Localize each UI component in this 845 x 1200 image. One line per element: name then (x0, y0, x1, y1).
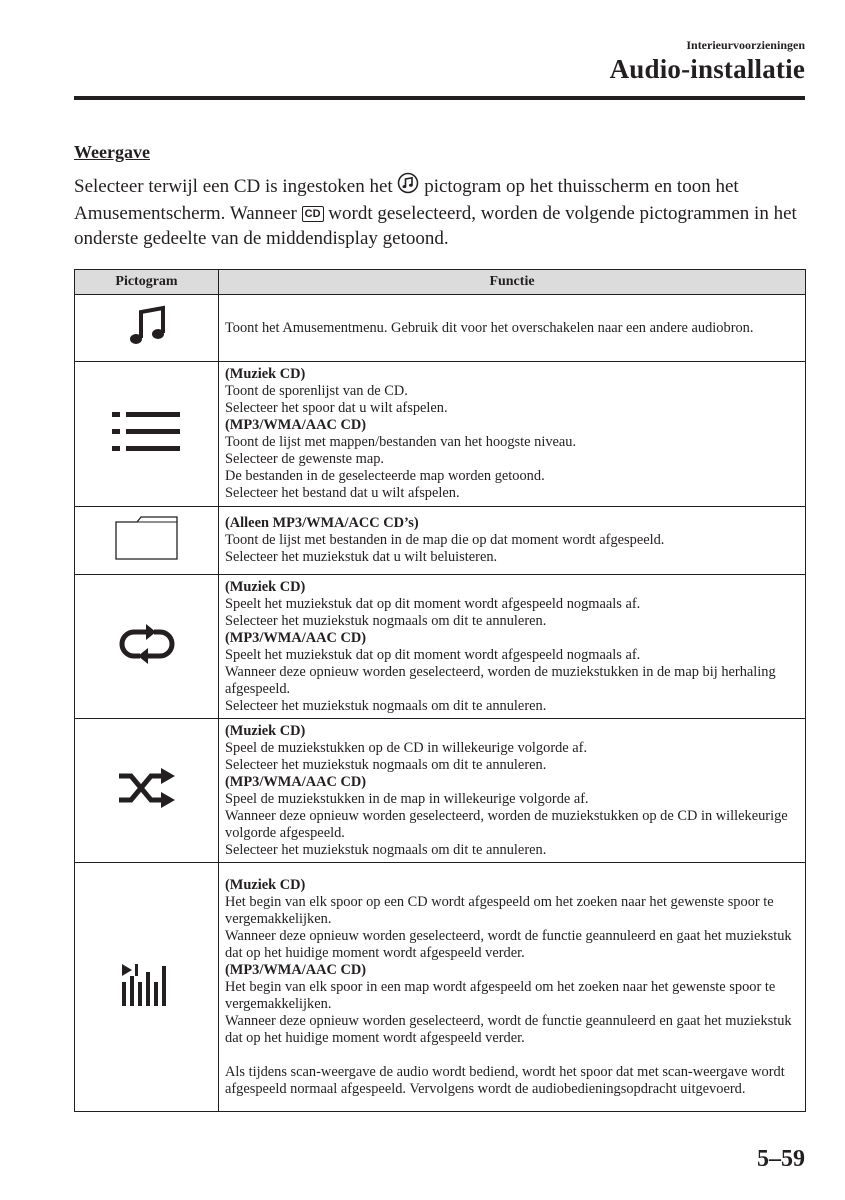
function-line: Selecteer het bestand dat u wilt afspelen. (225, 485, 460, 501)
intro-paragraph (74, 172, 814, 251)
chapter-title: Audio-installatie (609, 54, 805, 84)
function-line: Selecteer het muziekstuk nogmaals om dit te annuleren. (225, 697, 547, 714)
scan-icon (118, 994, 176, 1010)
function-line: Toont de lijst met bestanden in de map die op dat moment wordt afgespeeld. (225, 532, 665, 548)
function-subheading: (Muziek CD) (225, 578, 306, 595)
header-rule (74, 96, 805, 100)
function-line (225, 1047, 799, 1064)
function-line: Als tijdens scan-weergave de audio wordt bediend, wordt het spoor dat met scan-weergave wordt afgespeeld normaal afgespeeld. Vervolgens wordt de audiobedieningsopdracht uitgevoerd. (225, 1063, 785, 1097)
table-body (75, 295, 806, 1112)
repeat-icon (118, 652, 176, 668)
table-row (75, 362, 806, 507)
section-kicker: Interieurvoorzieningen (686, 38, 805, 52)
function-subheading: (MP3/WMA/AAC CD) (225, 961, 367, 978)
function-line: Speel de muziekstukken in de map in willekeurige volgorde af. (225, 790, 589, 807)
intro-part2: pictogram op het thuisscherm en toon het Amusementscherm. Wanneer (74, 176, 739, 224)
function-subheading: (Muziek CD) (225, 366, 306, 382)
function-line: Selecteer het muziekstuk nogmaals om dit te annuleren. (225, 841, 547, 858)
function-table (74, 269, 806, 1112)
function-line: Selecteer het muziekstuk dat u wilt beluisteren. (225, 549, 498, 565)
function-cell (219, 863, 806, 1112)
function-cell (219, 295, 806, 362)
list-icon (112, 442, 182, 458)
page-number: 5–59 (757, 1146, 805, 1172)
cd-icon: CD (302, 206, 324, 222)
function-line: Wanneer deze opnieuw worden geselecteerd, worden de muziekstukken in de map bij herhaling afgespeeld. (225, 663, 776, 697)
function-line: Wanneer deze opnieuw worden geselecteerd, wordt de functie geannuleerd en gaat het muziekstuk dat op het huidige moment wordt afgespeeld verder. (225, 927, 792, 961)
intro-part3: wordt geselecteerd, worden de volgende pictogrammen in het onderste gedeelte van de middendisplay getoond. (74, 203, 797, 249)
shuffle-icon (117, 796, 177, 812)
music-note-icon (123, 338, 171, 354)
column-header-function: Functie (219, 270, 806, 295)
function-line: Selecteer de gewenste map. (225, 451, 385, 467)
table-header-row (75, 270, 806, 295)
function-line: Wanneer deze opnieuw worden geselecteerd, worden de muziekstukken op de CD in willekeurige volgorde afgespeeld. (225, 807, 788, 841)
function-line: Speel de muziekstukken op de CD in willekeurige volgorde af. (225, 739, 588, 756)
function-line: Selecteer het muziekstuk nogmaals om dit te annuleren. (225, 612, 547, 629)
folder-icon (115, 548, 179, 564)
function-line: Toont de sporenlijst van de CD. (225, 383, 408, 399)
function-line: Wanneer deze opnieuw worden geselecteerd, wordt de functie geannuleerd en gaat het muziekstuk dat op het huidige moment wordt afgespeeld verder. (225, 1012, 792, 1046)
icon-cell (75, 362, 219, 507)
table-row (75, 295, 806, 362)
function-subheading: (MP3/WMA/AAC CD) (225, 629, 367, 646)
function-line: Het begin van elk spoor in een map wordt afgespeeld om het zoeken naar het gewenste spoor te vergemakkelijken. (225, 978, 776, 1012)
sub-heading: Weergave (74, 142, 150, 162)
function-cell (219, 575, 806, 719)
function-cell (219, 507, 806, 575)
function-line: Toont de lijst met mappen/bestanden van het hoogste niveau. (225, 434, 577, 450)
table-row (75, 507, 806, 575)
function-line: Speelt het muziekstuk dat op dit moment wordt afgespeeld nogmaals af. (225, 595, 641, 612)
icon-cell (75, 507, 219, 575)
function-subheading: (MP3/WMA/AAC CD) (225, 773, 367, 790)
function-subheading: (Muziek CD) (225, 722, 306, 739)
icon-cell (75, 295, 219, 362)
function-line: De bestanden in de geselecteerde map worden getoond. (225, 468, 545, 484)
function-line: Toont het Amusementmenu. Gebruik dit voor het overschakelen naar een andere audiobron. (225, 319, 754, 336)
table-row (75, 575, 806, 719)
table-row (75, 719, 806, 863)
table-row (75, 863, 806, 1112)
function-subheading: (MP3/WMA/AAC CD) (225, 417, 367, 433)
function-line: Het begin van elk spoor op een CD wordt afgespeeld om het zoeken naar het gewenste spoor te vergemakkelijken. (225, 893, 774, 927)
icon-cell (75, 863, 219, 1112)
column-header-pictogram: Pictogram (75, 270, 219, 295)
function-subheading: (Alleen MP3/WMA/ACC CD’s) (225, 515, 419, 531)
icon-cell (75, 719, 219, 863)
function-cell (219, 719, 806, 863)
intro-part1: Selecteer terwijl een CD is ingestoken het (74, 176, 393, 197)
music-note-circle-icon (397, 172, 419, 201)
function-line: Selecteer het muziekstuk nogmaals om dit te annuleren. (225, 756, 547, 773)
function-cell (219, 362, 806, 507)
function-line: Selecteer het spoor dat u wilt afspelen. (225, 400, 448, 416)
icon-cell (75, 575, 219, 719)
function-subheading: (Muziek CD) (225, 876, 306, 893)
function-line: Speelt het muziekstuk dat op dit moment wordt afgespeeld nogmaals af. (225, 646, 641, 663)
